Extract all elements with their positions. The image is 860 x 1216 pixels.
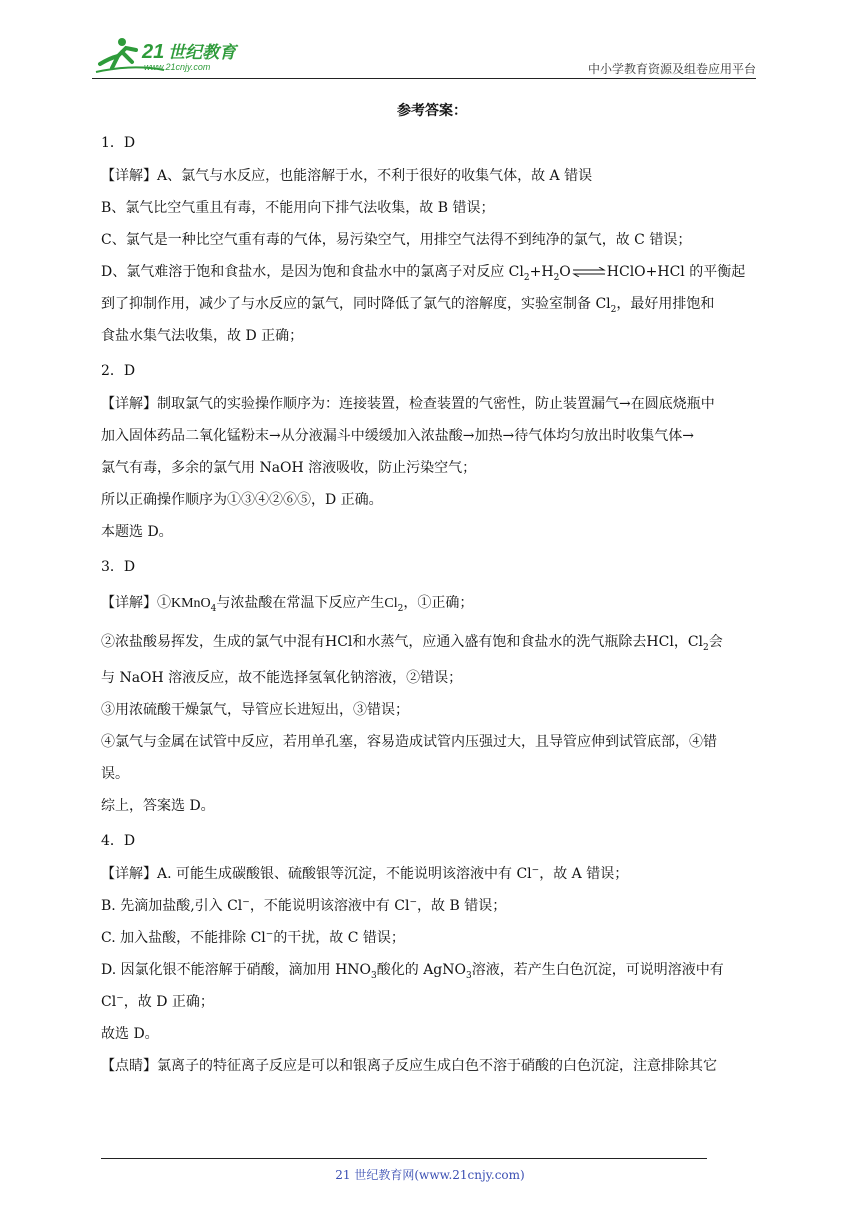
q3-statement-2-cont: 与 NaOH 溶液反应，故不能选择氢氧化钠溶液，②错误；	[101, 670, 463, 686]
q1-explanation-b: B、氯气比空气重且有毒，不能用向下排气法收集，故 B 错误；	[101, 200, 495, 216]
q3-statement-4-end: 误。	[101, 766, 129, 782]
answer-1-number: 1．D	[101, 135, 136, 151]
q2-conclusion: 本题选 D。	[101, 524, 173, 540]
q4-option-a: 【详解】A. 可能生成碳酸银、硫酸银等沉淀，不能说明该溶液中有 Cl−，故 A 错误；	[101, 865, 629, 882]
answer-4-number: 4．D	[101, 833, 136, 849]
q1-explanation-c: C、氯气是一种比空气重有毒的气体，易污染空气，用排空气法得不到纯净的氯气，故 C 错误；	[101, 232, 692, 248]
footer-link[interactable]: 21 世纪教育网(www.21cnjy.com)	[335, 1168, 525, 1182]
q3-conclusion: 综上，答案选 D。	[101, 798, 215, 814]
q4-conclusion: 故选 D。	[101, 1026, 159, 1042]
logo	[92, 34, 262, 78]
equilibrium-arrow-icon	[572, 267, 606, 277]
q4-option-d-cont: Cl−，故 D 正确；	[101, 993, 214, 1010]
page-title: 参考答案：	[397, 103, 467, 119]
answer-content	[101, 100, 763, 1087]
svg-text:世纪教育: 世纪教育	[168, 43, 236, 63]
q1-explanation-d-cont: 到了抑制作用，减少了与水反应的氯气，同时降低了氯气的溶解度，实验室制备 $Cl_2$，最好用排饱和	[101, 296, 715, 315]
q2-explanation-line-1: 【详解】制取氯气的实验操作顺序为：连接装置，检查装置的气密性，防止装置漏气→在圆底烧瓶中	[101, 396, 715, 412]
q3-statement-3: ③用浓硫酸干燥氯气，导管应长进短出，③错误；	[101, 702, 409, 718]
q4-key-point: 【点睛】氯离子的特征离子反应是可以和银离子反应生成白色不溶于硝酸的白色沉淀，注意排除其它	[101, 1058, 717, 1074]
svg-text:www.21cnjy.com: www.21cnjy.com	[144, 62, 211, 72]
svg-text:21: 21	[142, 41, 165, 63]
q1-explanation-d-end: 食盐水集气法收集，故 D 正确；	[101, 328, 304, 344]
footer-divider	[101, 1158, 707, 1159]
q4-option-d: D. 因氯化银不能溶解于硝酸，滴加用 $HNO_3$酸化的 AgNO$_3$溶液，若产生白色沉淀，可说明溶液中有	[101, 962, 724, 981]
q2-explanation-line-4: 所以正确操作顺序为①③④②⑥⑤，D 正确。	[101, 492, 383, 508]
answer-2-number: 2．D	[101, 363, 136, 379]
answer-3-number: 3．D	[101, 559, 136, 575]
q3-statement-1: 【详解】①KMnO$_4$与浓盐酸在常温下反应产生$Cl_2$，①正确；	[101, 595, 474, 614]
q4-option-b: B. 先滴加盐酸,引入 Cl−，不能说明该溶液中有 Cl−，故 B 错误；	[101, 897, 507, 914]
q3-statement-2: ②浓盐酸易挥发，生成的氯气中混有HCl和水蒸气，应通入盛有饱和食盐水的洗气瓶除去HCl，$Cl_2$会	[101, 634, 723, 653]
q4-option-c: C. 加入盐酸，不能排除 Cl−的干扰，故 C 错误；	[101, 929, 405, 946]
q2-explanation-line-3: 氯气有毒，多余的氯气用 NaOH 溶液吸收，防止污染空气；	[101, 460, 477, 476]
header-divider	[92, 78, 756, 79]
q3-statement-4: ④氯气与金属在试管中反应，若用单孔塞，容易造成试管内压强过大，且导管应伸到试管底部，④错	[101, 734, 717, 750]
q1-explanation-d: D、氯气难溶于饱和食盐水，是因为饱和食盐水中的氯离子对反应 $Cl_2+H_2O$ HClO+HCl 的平衡起	[101, 264, 746, 283]
q1-explanation-a: 【详解】A、氯气与水反应，也能溶解于水，不利于很好的收集气体，故 A 错误	[101, 168, 593, 184]
platform-name: 中小学教育资源及组卷应用平台	[587, 62, 756, 76]
page-header	[0, 0, 860, 80]
q2-explanation-line-2: 加入固体药品二氧化锰粉末→从分液漏斗中缓缓加入浓盐酸→加热→待气体均匀放出时收集气体→	[101, 428, 694, 444]
